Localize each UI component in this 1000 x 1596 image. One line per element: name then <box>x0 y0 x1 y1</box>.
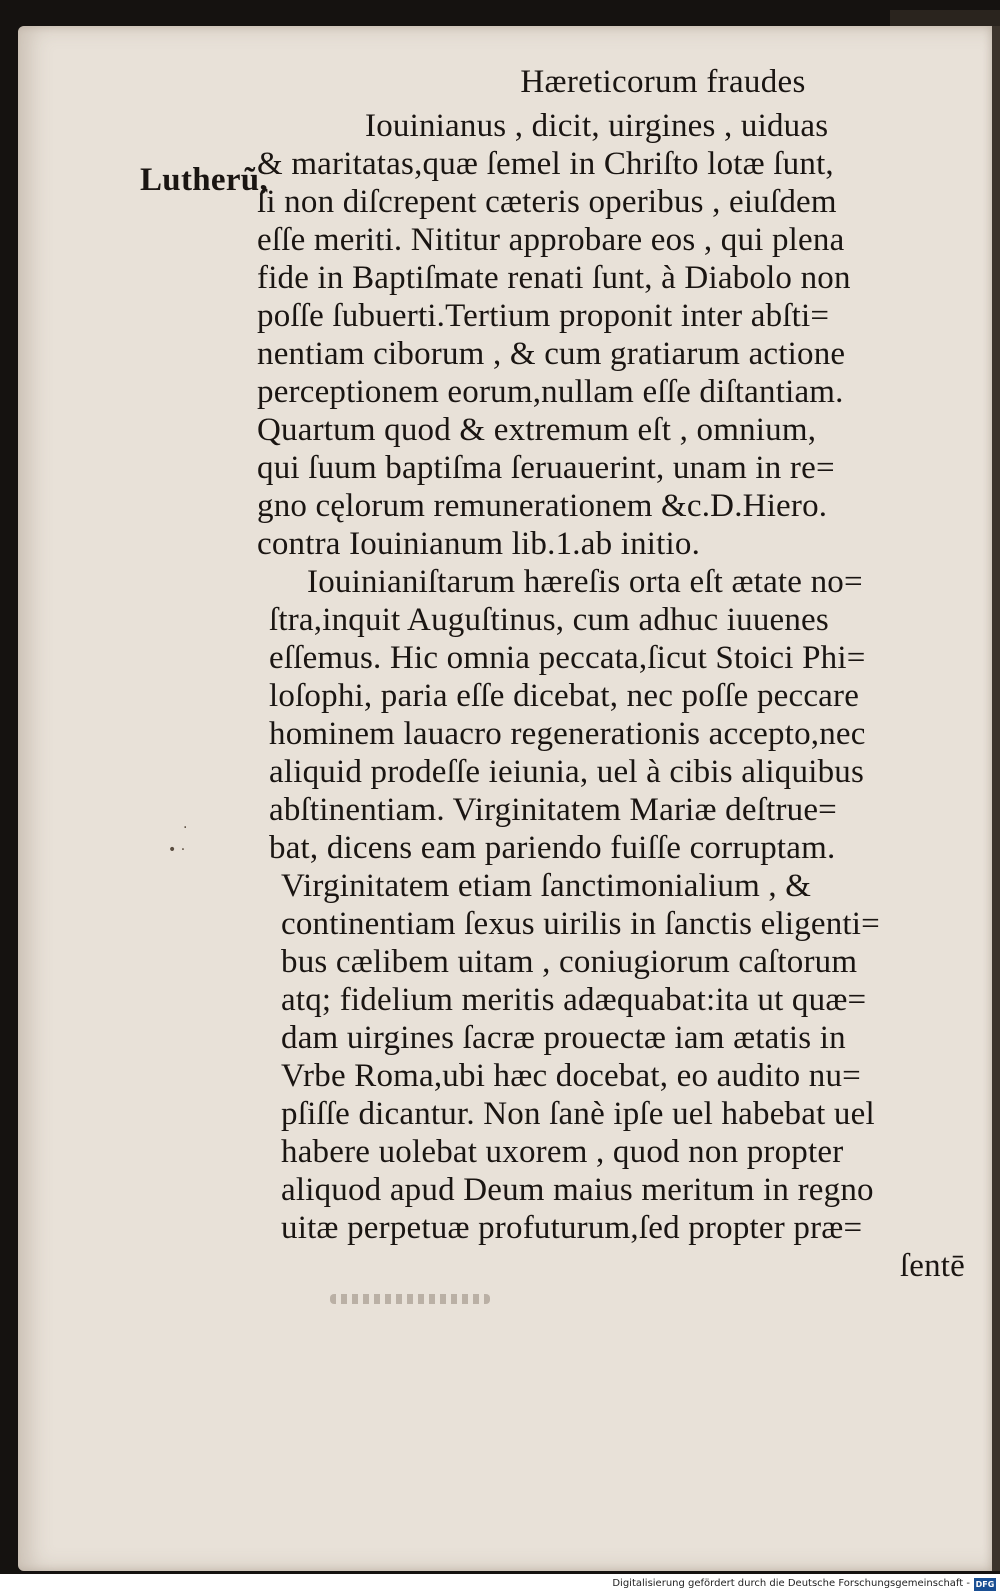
text-line: gno cęlorum remunerationem &c.D.Hiero. <box>257 488 828 524</box>
text-line: Iouinianus , dicit, uirgines , uiduas <box>365 108 829 144</box>
text-line: perceptionem eorum,nullam eſſe diſtantiam. <box>257 374 844 410</box>
running-head: Hæreticorum fraudes <box>520 64 806 100</box>
text-line: abſtinentiam. Virginitatem Mariæ deſtrue= <box>269 792 837 828</box>
text-line: Quartum quod & extremum eſt , omnium, <box>257 412 817 448</box>
text-line: nentiam ciborum , & cum gratiarum actione <box>257 336 846 372</box>
text-line: pſiſſe dicantur. Non ſanè ipſe uel habebat uel <box>281 1096 875 1132</box>
text-line: loſophi, paria eſſe dicebat, nec poſſe peccare <box>269 678 860 714</box>
text-line: uitæ perpetuæ profuturum,ſed propter præ= <box>281 1210 863 1246</box>
ink-speck: · <box>183 820 188 836</box>
text-line: contra Iouinianum lib.1.ab initio. <box>257 526 701 562</box>
footer-bar <box>0 1574 1000 1596</box>
text-line: ſi non diſcrepent cæteris operibus , eiuſdem <box>257 184 837 220</box>
text-line: fide in Baptiſmate renati ſunt, à Diabolo non <box>257 260 851 296</box>
text-line: atq; fidelium meritis adæquabat:ita ut quæ= <box>281 982 867 1018</box>
text-line: eſſe meriti. Nititur approbare eos , qui plena <box>257 222 845 258</box>
book-edge-right <box>992 26 1000 1571</box>
faint-show-through <box>330 1294 490 1304</box>
page-text <box>257 57 969 1285</box>
text-line: hominem lauacro regenerationis accepto,nec <box>269 716 866 752</box>
text-line: dam uirgines ſacræ prouectæ iam ætatis in <box>281 1020 846 1056</box>
text-line: ſtra,inquit Auguſtinus, cum adhuc iuuenes <box>269 602 829 638</box>
text-line: & maritatas,quæ ſemel in Chriſto lotæ ſunt, <box>257 146 834 182</box>
marginal-note: Lutherũ, <box>140 162 269 198</box>
text-line: bat, dicens eam pariendo fuiſſe corruptam. <box>269 830 836 866</box>
text-line: habere uolebat uxorem , quod non propter <box>281 1134 844 1170</box>
text-line: aliquid prodeſſe ieiunia, uel à cibis aliquibus <box>269 754 865 790</box>
ink-speck: • · <box>168 842 186 858</box>
dfg-logo: DFG <box>975 1580 995 1589</box>
text-line: Vrbe Roma,ubi hæc docebat, eo audito nu= <box>281 1058 861 1094</box>
digitization-credit: Digitalisierung gefördert durch die Deutsche Forschungsgemeinschaft - <box>612 1578 970 1589</box>
text-line: continentiam ſexus uirilis in ſanctis eligenti= <box>281 906 880 942</box>
text-line: eſſemus. Hic omnia peccata,ſicut Stoici Phi= <box>269 640 866 676</box>
text-line: aliquod apud Deum maius meritum in regno <box>281 1172 874 1208</box>
text-line: Virginitatem etiam ſanctimonialium , & <box>281 868 812 904</box>
catchword: ſentē <box>899 1248 965 1284</box>
text-line: Iouinianiſtarum hæreſis orta eſt ætate no= <box>307 564 863 600</box>
text-line: bus cælibem uitam , coniugiorum caſtorum <box>281 944 858 980</box>
text-line: poſſe ſubuerti.Tertium proponit inter abſti= <box>257 298 830 334</box>
text-line: qui ſuum baptiſma ſeruauerint, unam in re= <box>257 450 835 486</box>
